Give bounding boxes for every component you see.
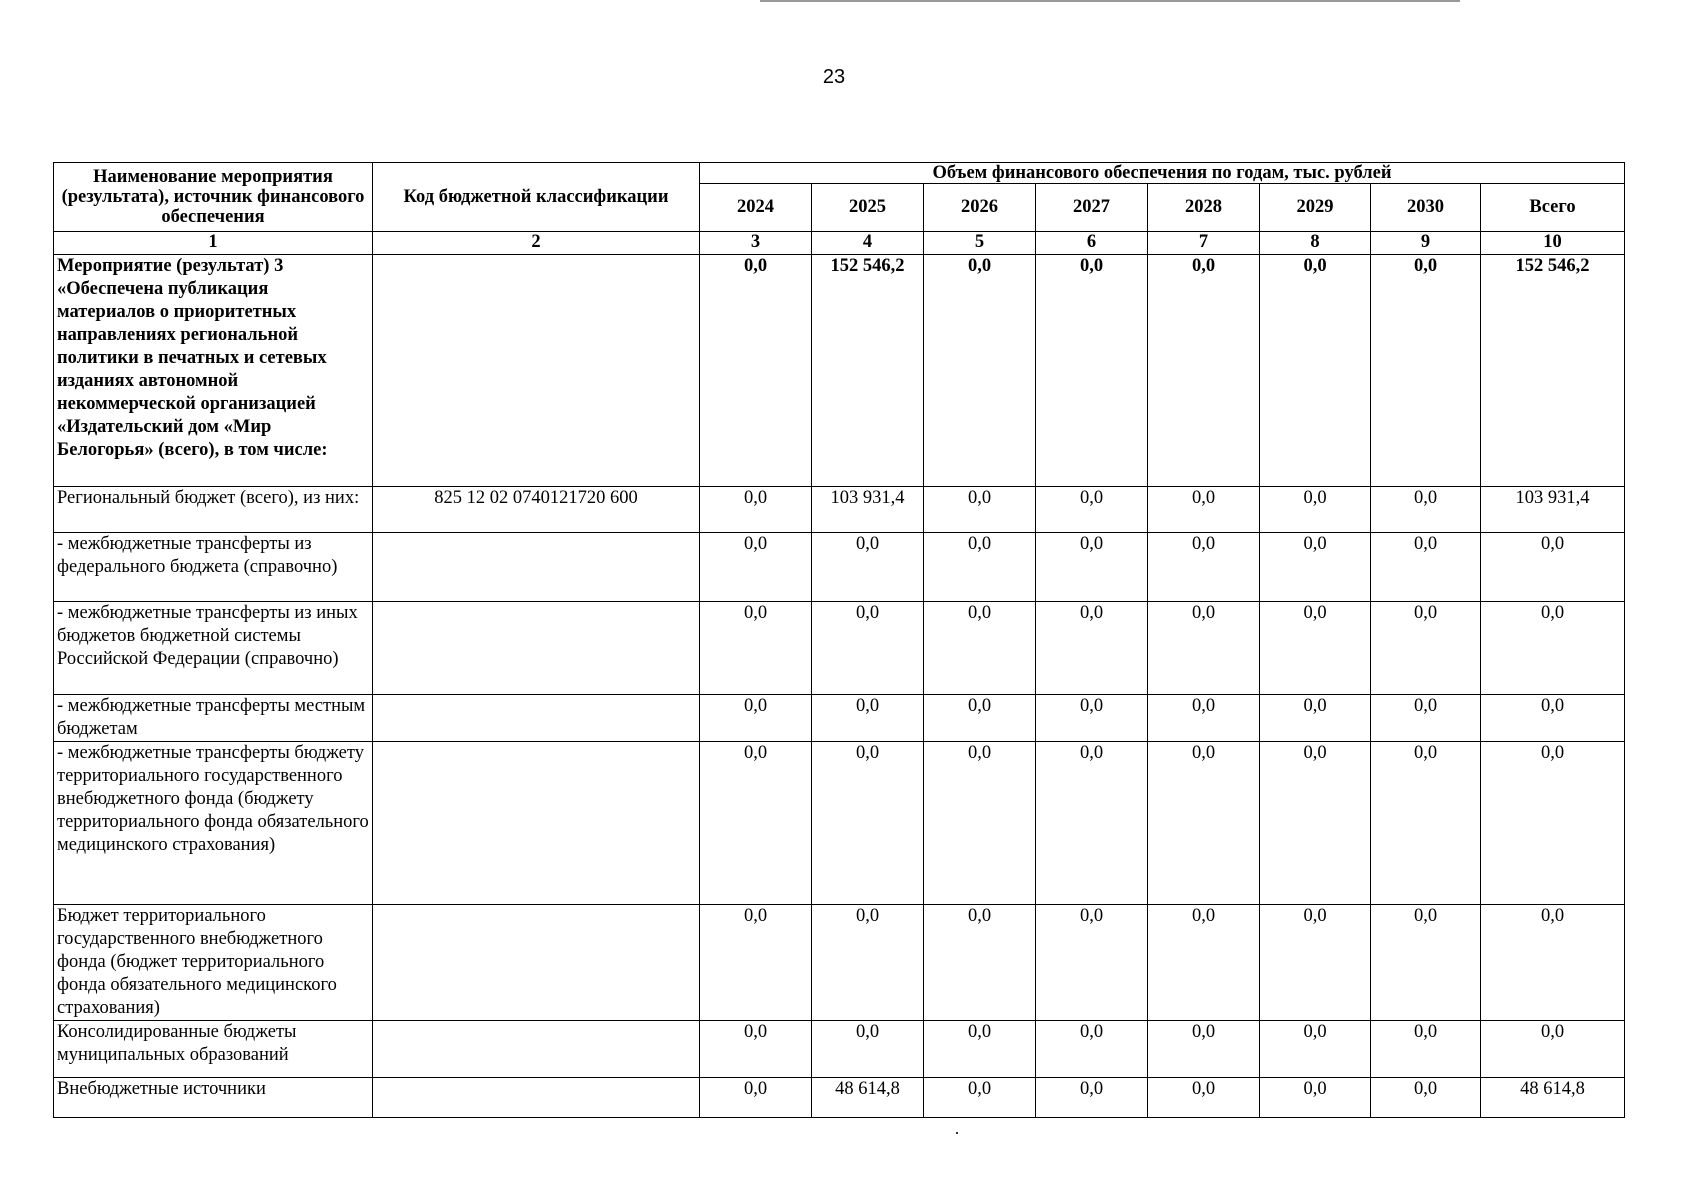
row-code bbox=[373, 1021, 700, 1078]
row-code bbox=[373, 255, 700, 487]
value-2028: 0,0 bbox=[1148, 695, 1260, 742]
value-2025: 48 614,8 bbox=[812, 1078, 924, 1118]
row-name: Внебюджетные источники bbox=[54, 1078, 373, 1118]
row-code: 825 12 02 0740121720 600 bbox=[373, 487, 700, 533]
value-2024: 0,0 bbox=[700, 1021, 812, 1078]
value-2030: 0,0 bbox=[1371, 905, 1481, 1021]
value-2029: 0,0 bbox=[1260, 1078, 1371, 1118]
value-2029: 0,0 bbox=[1260, 905, 1371, 1021]
table-row-federal-transfers bbox=[54, 533, 1625, 602]
value-2027: 0,0 bbox=[1036, 742, 1148, 905]
value-2026: 0,0 bbox=[924, 255, 1036, 487]
row-code bbox=[373, 905, 700, 1021]
value-2024: 0,0 bbox=[700, 742, 812, 905]
row-name: Мероприятие (результат) 3 «Обеспечена публикация материалов о приоритетных направлениях региональной политики в печатных и сетевых изданиях автономной некоммерческой организацией «Издательский дом «Мир Белогорья» (всего), в том числе: bbox=[54, 255, 373, 487]
scan-speck bbox=[956, 1132, 958, 1134]
value-2024: 0,0 bbox=[700, 695, 812, 742]
value-2030: 0,0 bbox=[1371, 487, 1481, 533]
value-total: 152 546,2 bbox=[1481, 255, 1625, 487]
value-2028: 0,0 bbox=[1148, 1078, 1260, 1118]
column-number: 9 bbox=[1371, 232, 1481, 255]
table-row-regional-budget bbox=[54, 487, 1625, 533]
header-code-cell bbox=[373, 163, 700, 232]
header-year-2029: 2029 bbox=[1260, 184, 1371, 232]
value-2024: 0,0 bbox=[700, 533, 812, 602]
value-2026: 0,0 bbox=[924, 487, 1036, 533]
value-2025: 152 546,2 bbox=[812, 255, 924, 487]
header-year-2028: 2028 bbox=[1148, 184, 1260, 232]
row-code bbox=[373, 695, 700, 742]
value-2025: 0,0 bbox=[812, 1021, 924, 1078]
value-total: 0,0 bbox=[1481, 602, 1625, 695]
top-rule bbox=[760, 0, 1460, 2]
table-row-local-transfers bbox=[54, 695, 1625, 742]
value-2027: 0,0 bbox=[1036, 1078, 1148, 1118]
value-2027: 0,0 bbox=[1036, 695, 1148, 742]
column-number: 6 bbox=[1036, 232, 1148, 255]
value-2025: 0,0 bbox=[812, 742, 924, 905]
column-number: 4 bbox=[812, 232, 924, 255]
value-2024: 0,0 bbox=[700, 255, 812, 487]
value-2030: 0,0 bbox=[1371, 1078, 1481, 1118]
value-2025: 0,0 bbox=[812, 905, 924, 1021]
column-number: 1 bbox=[54, 232, 373, 255]
row-code bbox=[373, 742, 700, 905]
value-2029: 0,0 bbox=[1260, 1021, 1371, 1078]
row-name: - межбюджетные трансферты из федерального бюджета (справочно) bbox=[54, 533, 373, 602]
header-name-label: Наименование мероприятия (результата), источник финансового обеспечения bbox=[61, 167, 365, 227]
value-total: 0,0 bbox=[1481, 1021, 1625, 1078]
row-name: - межбюджетные трансферты бюджету территориального государственного внебюджетного фонда (бюджету территориального фонда обязательного медицинского страхования) bbox=[54, 742, 373, 905]
value-total: 0,0 bbox=[1481, 695, 1625, 742]
row-name: - межбюджетные трансферты из иных бюджетов бюджетной системы Российской Федерации (справочно) bbox=[54, 602, 373, 695]
value-2029: 0,0 bbox=[1260, 695, 1371, 742]
value-total: 0,0 bbox=[1481, 533, 1625, 602]
value-2030: 0,0 bbox=[1371, 695, 1481, 742]
header-volume-label: Объем финансового обеспечения по годам, тыс. рублей bbox=[932, 163, 1392, 183]
value-2029: 0,0 bbox=[1260, 742, 1371, 905]
value-2027: 0,0 bbox=[1036, 905, 1148, 1021]
row-code bbox=[373, 602, 700, 695]
header-year-2030: 2030 bbox=[1371, 184, 1481, 232]
value-2024: 0,0 bbox=[700, 905, 812, 1021]
column-number: 5 bbox=[924, 232, 1036, 255]
value-2024: 0,0 bbox=[700, 602, 812, 695]
value-2029: 0,0 bbox=[1260, 602, 1371, 695]
header-total: Всего bbox=[1481, 184, 1625, 232]
column-number: 3 bbox=[700, 232, 812, 255]
header-year-2026: 2026 bbox=[924, 184, 1036, 232]
value-2030: 0,0 bbox=[1371, 1021, 1481, 1078]
budget-table bbox=[53, 162, 1625, 1118]
value-2028: 0,0 bbox=[1148, 602, 1260, 695]
value-2030: 0,0 bbox=[1371, 602, 1481, 695]
table-row-other-budget-transfers bbox=[54, 602, 1625, 695]
header-name-cell bbox=[54, 163, 373, 232]
value-2026: 0,0 bbox=[924, 533, 1036, 602]
value-2025: 0,0 bbox=[812, 695, 924, 742]
header-volume-cell bbox=[700, 163, 1625, 184]
value-2027: 0,0 bbox=[1036, 487, 1148, 533]
value-2026: 0,0 bbox=[924, 905, 1036, 1021]
value-2026: 0,0 bbox=[924, 695, 1036, 742]
value-2025: 103 931,4 bbox=[812, 487, 924, 533]
table-row-municipal-budgets bbox=[54, 1021, 1625, 1078]
value-2027: 0,0 bbox=[1036, 533, 1148, 602]
header-year-2027: 2027 bbox=[1036, 184, 1148, 232]
column-number: 8 bbox=[1260, 232, 1371, 255]
column-number: 10 bbox=[1481, 232, 1625, 255]
row-name: Региональный бюджет (всего), из них: bbox=[54, 487, 373, 533]
value-total: 0,0 bbox=[1481, 905, 1625, 1021]
value-2030: 0,0 bbox=[1371, 742, 1481, 905]
row-code bbox=[373, 1078, 700, 1118]
row-name: Бюджет территориального государственного внебюджетного фонда (бюджет территориального фонда обязательного медицинского страхования) bbox=[54, 905, 373, 1021]
header-year-2024: 2024 bbox=[700, 184, 812, 232]
value-2029: 0,0 bbox=[1260, 255, 1371, 487]
table-row-activity-total bbox=[54, 255, 1625, 487]
value-2026: 0,0 bbox=[924, 602, 1036, 695]
table-row-territorial-fund-transfers bbox=[54, 742, 1625, 905]
page-number: 23 bbox=[822, 66, 846, 88]
value-2028: 0,0 bbox=[1148, 905, 1260, 1021]
value-total: 103 931,4 bbox=[1481, 487, 1625, 533]
value-2027: 0,0 bbox=[1036, 602, 1148, 695]
header-year-2025: 2025 bbox=[812, 184, 924, 232]
header-code-label: Код бюджетной классификации bbox=[403, 186, 669, 207]
value-2030: 0,0 bbox=[1371, 255, 1481, 487]
value-2026: 0,0 bbox=[924, 1021, 1036, 1078]
value-2025: 0,0 bbox=[812, 533, 924, 602]
value-2027: 0,0 bbox=[1036, 1021, 1148, 1078]
row-name: Консолидированные бюджеты муниципальных образований bbox=[54, 1021, 373, 1078]
value-2029: 0,0 bbox=[1260, 533, 1371, 602]
table-row-extrabudgetary bbox=[54, 1078, 1625, 1118]
value-total: 48 614,8 bbox=[1481, 1078, 1625, 1118]
value-2024: 0,0 bbox=[700, 487, 812, 533]
value-2028: 0,0 bbox=[1148, 487, 1260, 533]
row-name: - межбюджетные трансферты местным бюджетам bbox=[54, 695, 373, 742]
value-2028: 0,0 bbox=[1148, 533, 1260, 602]
value-2024: 0,0 bbox=[700, 1078, 812, 1118]
value-total: 0,0 bbox=[1481, 742, 1625, 905]
table-row-territorial-fund-budget bbox=[54, 905, 1625, 1021]
value-2028: 0,0 bbox=[1148, 255, 1260, 487]
value-2028: 0,0 bbox=[1148, 1021, 1260, 1078]
value-2025: 0,0 bbox=[812, 602, 924, 695]
value-2028: 0,0 bbox=[1148, 742, 1260, 905]
value-2029: 0,0 bbox=[1260, 487, 1371, 533]
row-code bbox=[373, 533, 700, 602]
value-2026: 0,0 bbox=[924, 742, 1036, 905]
value-2027: 0,0 bbox=[1036, 255, 1148, 487]
column-number-row bbox=[54, 232, 1625, 255]
column-number: 7 bbox=[1148, 232, 1260, 255]
value-2026: 0,0 bbox=[924, 1078, 1036, 1118]
column-number: 2 bbox=[373, 232, 700, 255]
value-2030: 0,0 bbox=[1371, 533, 1481, 602]
